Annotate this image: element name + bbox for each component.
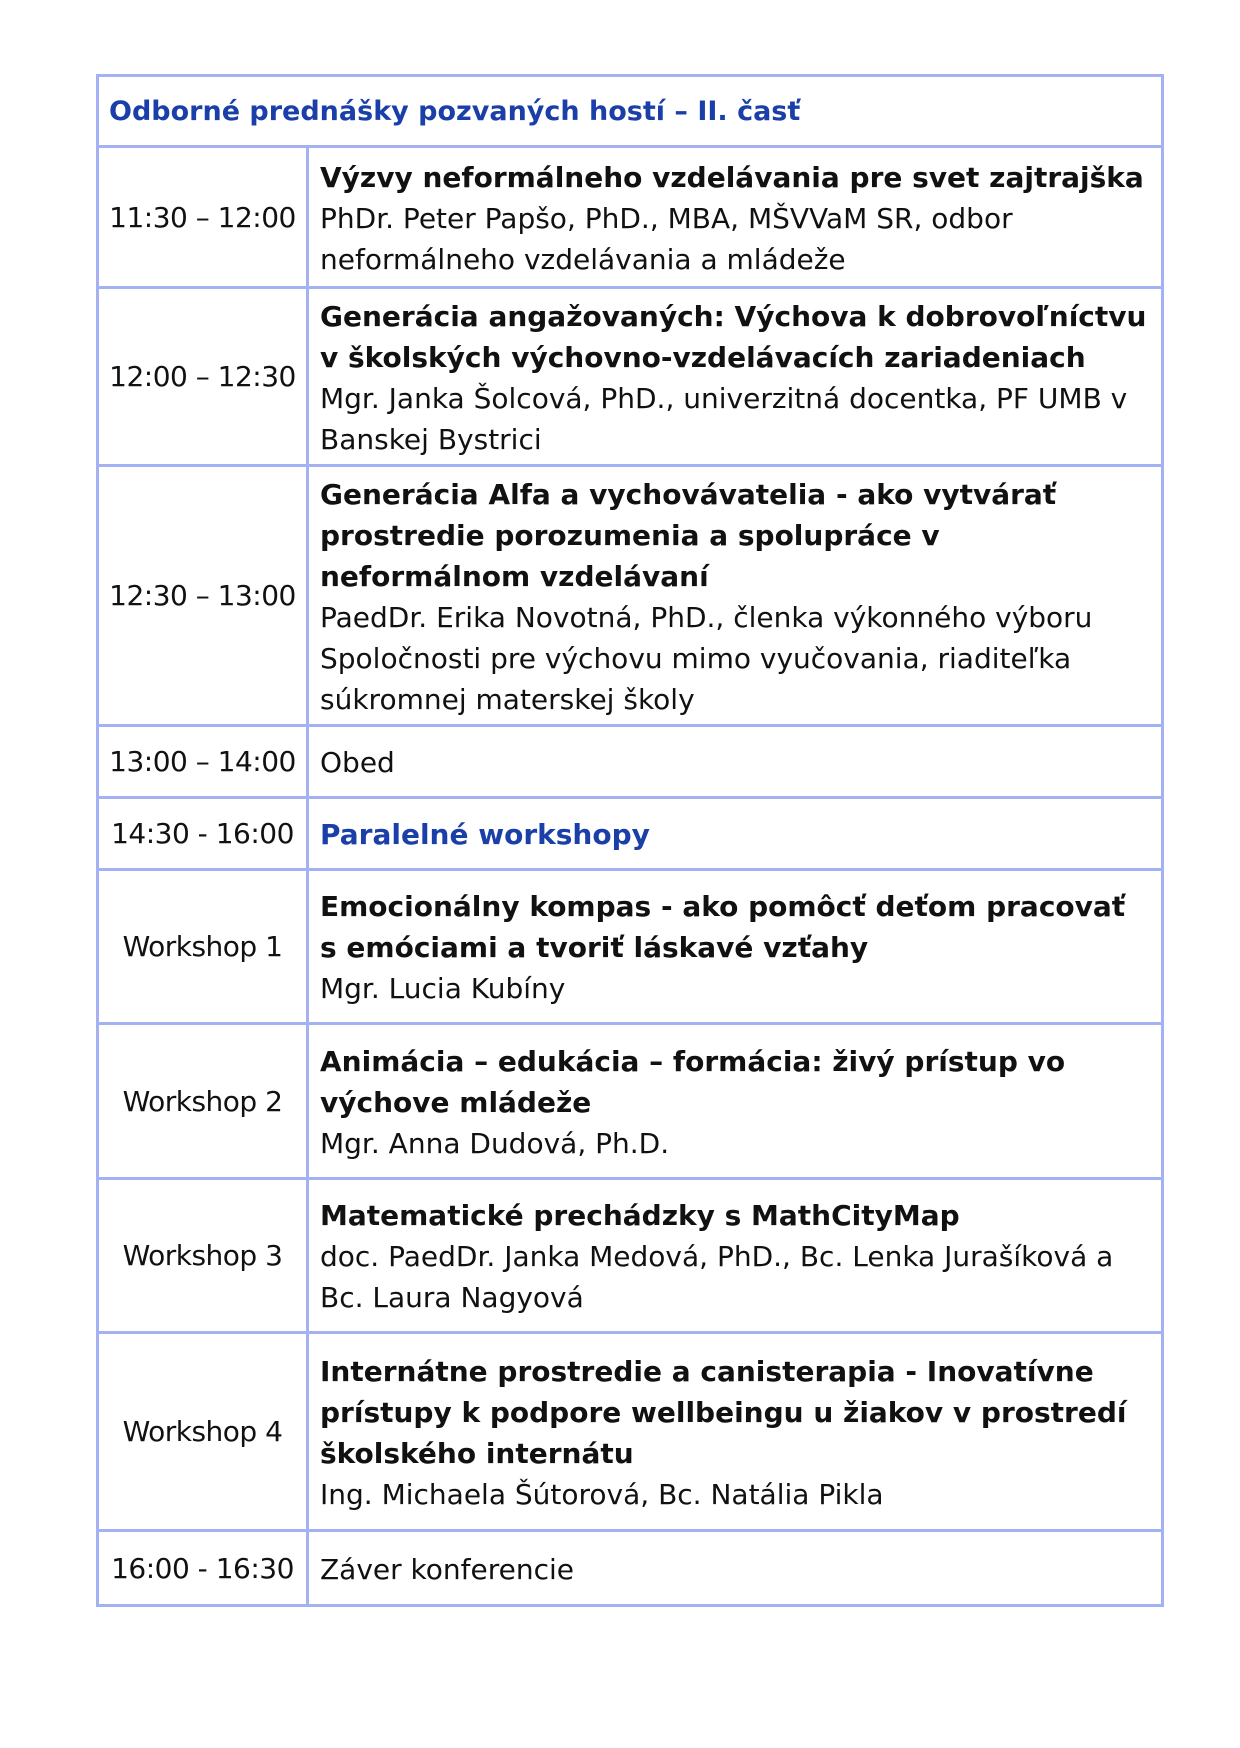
session-title: Generácia angažovaných: Výchova k dobrovoľníctvu v školských výchovno-vzdelávacích zariadeniach	[320, 299, 1147, 374]
time-cell: 16:00 - 16:30	[99, 1532, 309, 1604]
table-row	[99, 1025, 1161, 1180]
table-row	[99, 1532, 1161, 1604]
schedule-table	[96, 74, 1164, 1607]
workshops-heading: Paralelné workshopy	[320, 818, 650, 851]
session-title: Matematické prechádzky s MathCityMap	[320, 1199, 960, 1232]
session-title: Emocionálny kompas - ako pomôcť deťom pracovať s emóciami a tvoriť láskavé vzťahy	[320, 890, 1126, 964]
table-row	[99, 871, 1161, 1025]
session-speaker: Ing. Michaela Šútorová, Bc. Natália Pikla	[320, 1477, 884, 1511]
table-row	[99, 148, 1161, 289]
session-speaker: PhDr. Peter Papšo, PhD., MBA, MŠVVaM SR, odbor neformálneho vzdelávania a mládeže	[320, 201, 1013, 276]
session-cell	[309, 1025, 1161, 1177]
time-cell: Workshop 1	[99, 871, 309, 1022]
session-cell	[309, 871, 1161, 1022]
session-cell	[309, 148, 1161, 286]
session-speaker: Mgr. Anna Dudová, Ph.D.	[320, 1126, 670, 1160]
time-cell: Workshop 2	[99, 1025, 309, 1177]
table-row	[99, 799, 1161, 871]
session-cell	[309, 1334, 1161, 1529]
time-cell: 12:30 – 13:00	[99, 467, 309, 724]
session-cell	[309, 799, 1161, 868]
table-row	[99, 1180, 1161, 1334]
time-cell: Workshop 3	[99, 1180, 309, 1331]
time-cell: 14:30 - 16:00	[99, 799, 309, 868]
session-title: Generácia Alfa a vychovávatelia - ako vytvárať prostredie porozumenia a spolupráce v neformálnom vzdelávaní	[320, 477, 1057, 593]
section-title: Odborné prednášky pozvaných hostí – II. časť	[99, 77, 1161, 148]
session-speaker: PaedDr. Erika Novotná, PhD., členka výkonného výboru Spoločnosti pre výchovu mimo vyučovania, riaditeľka súkromnej materskej školy	[320, 600, 1093, 716]
closing-label: Záver konferencie	[320, 1552, 574, 1586]
session-speaker: Mgr. Lucia Kubíny	[320, 972, 566, 1005]
table-row	[99, 467, 1161, 727]
time-cell: 11:30 – 12:00	[99, 148, 309, 286]
session-speaker: Mgr. Janka Šolcová, PhD., univerzitná docentka, PF UMB v Banskej Bystrici	[320, 381, 1128, 456]
session-cell	[309, 1180, 1161, 1331]
session-title: Výzvy neformálneho vzdelávania pre svet zajtrajška	[320, 160, 1144, 194]
time-cell: 13:00 – 14:00	[99, 727, 309, 796]
session-title: Animácia – edukácia – formácia: živý prístup vo výchove mládeže	[320, 1044, 1066, 1119]
session-cell	[309, 467, 1161, 724]
time-cell: 12:00 – 12:30	[99, 289, 309, 464]
session-speaker: doc. PaedDr. Janka Medová, PhD., Bc. Lenka Jurašíková a Bc. Laura Nagyová	[320, 1240, 1114, 1314]
session-cell	[309, 1532, 1161, 1604]
table-row	[99, 289, 1161, 467]
session-title: Internátne prostredie a canisterapia - Inovatívne prístupy k podpore wellbeingu u žiakov v prostredí školského internátu	[320, 1354, 1127, 1470]
lunch-label: Obed	[320, 746, 395, 779]
time-cell: Workshop 4	[99, 1334, 309, 1529]
table-row	[99, 727, 1161, 799]
table-row	[99, 1334, 1161, 1532]
session-cell	[309, 727, 1161, 796]
session-cell	[309, 289, 1161, 464]
